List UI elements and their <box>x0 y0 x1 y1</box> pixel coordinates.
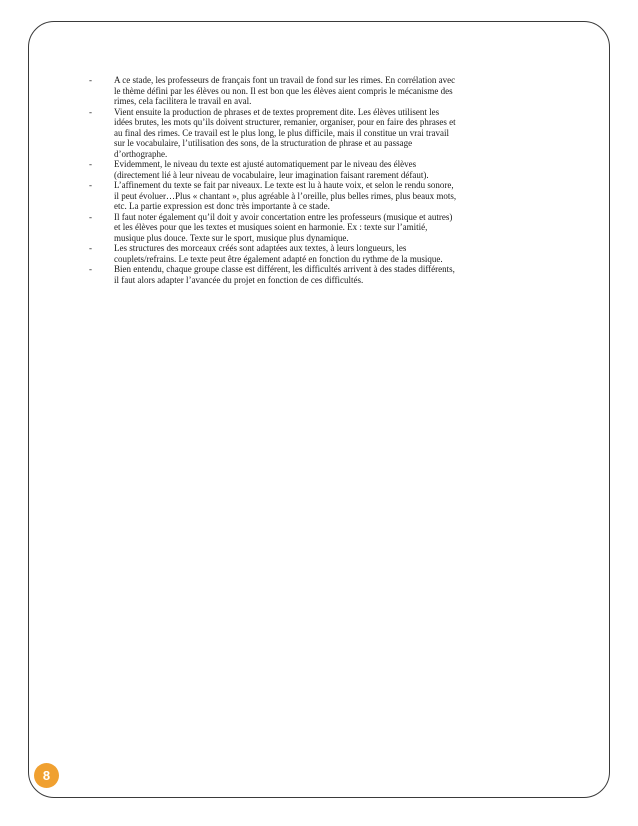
bullet-dash: - <box>89 264 92 274</box>
list-item-text: L’affinement du texte se fait par niveaux. Le texte est lu à haute voix, et selon le rendu sonore, il peut évoluer…Plus « chantant », plus agréable à l’oreille, plus belles rimes, plus beaux mots, etc. La partie expression est donc très importante à ce stade. <box>114 180 457 211</box>
list-item-text: Evidemment, le niveau du texte est ajusté automatiquement par le niveau des élèves (directement lié à leur niveau de vocabulaire, leur imagination faisant rarement défaut). <box>114 159 429 180</box>
list-item-text: A ce stade, les professeurs de français font un travail de fond sur les rimes. En corrélation avec le thème défini par les élèves ou non. Il est bon que les élèves aient compris le mécanisme des rimes, cela facilitera le travail en aval. <box>114 75 456 106</box>
bullet-dash: - <box>89 106 92 117</box>
bullet-dash: - <box>89 159 92 169</box>
bullet-dash: - <box>89 243 92 253</box>
document-body <box>89 75 459 285</box>
list-item-text: Les structures des morceaux créés sont adaptées aux textes, à leurs longueurs, les couplets/refrains. Le texte peut être également adapté en fonction du rythme de la musique. <box>114 243 443 264</box>
list-item <box>89 159 459 180</box>
list-item <box>89 107 459 160</box>
bullet-dash: - <box>89 180 92 190</box>
list-item <box>89 264 459 285</box>
bullet-dash: - <box>89 211 92 222</box>
list-item <box>89 212 459 244</box>
bullet-dash: - <box>89 75 92 85</box>
list-item <box>89 75 459 107</box>
list-item <box>89 243 459 264</box>
list-item-text: Vient ensuite la production de phrases et de textes proprement dite. Les élèves utilisent les idées brutes, les mots qu’ils doivent structurer, remanier, organiser, pour en faire des phrases et au final des rimes. Ce travail est le plus long, le plus difficile, mais il constitue un vrai travail sur le vocabulaire, l’utilisation des sons, de la structuration de phrase et au passage d’orthographe. <box>114 106 456 159</box>
list-item <box>89 180 459 212</box>
list-item-text: Bien entendu, chaque groupe classe est différent, les difficultés arrivent à des stades différents, il faut alors adapter l’avancée du projet en fonction de ces difficultés. <box>114 264 455 285</box>
page-number: 8 <box>42 768 51 783</box>
bullet-list <box>89 75 459 285</box>
list-item-text: Il faut noter également qu’il doit y avoir concertation entre les professeurs (musique et autres) et les élèves pour que les textes et musiques soient en harmonie. Ex : texte sur l’amitié, musique plus douce. Texte sur le sport, musique plus dynamique. <box>114 211 453 243</box>
page-number-badge <box>34 763 59 788</box>
